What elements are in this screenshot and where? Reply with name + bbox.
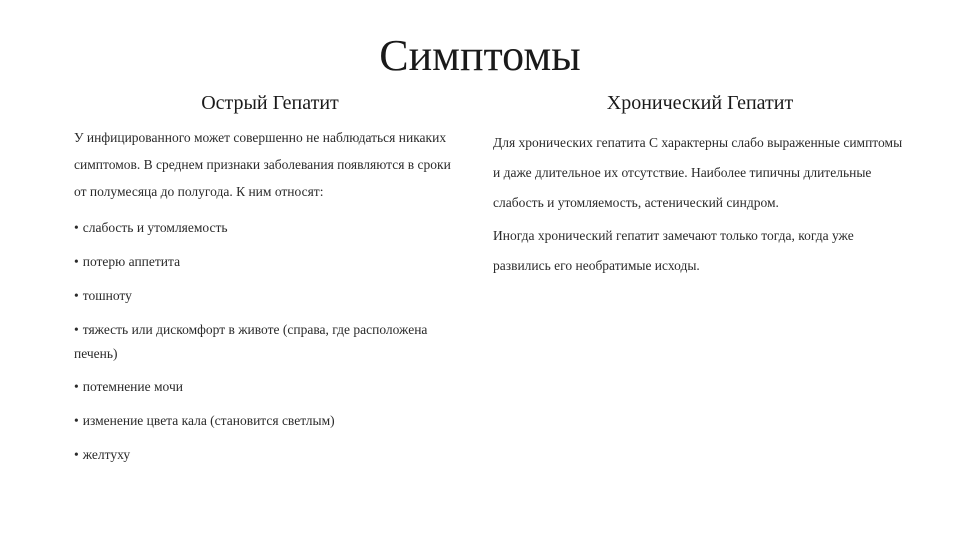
chronic-paragraph-1: Для хронических гепатита С характерны слабо выраженные симптомы и даже длительное их отсутствие. Наиболее типичны длительные слабость и утомляемость, астенический синдром. bbox=[493, 135, 903, 210]
symptom-text: потемнение мочи bbox=[82, 379, 183, 394]
acute-symptom-list bbox=[74, 217, 454, 466]
bullet-icon: • bbox=[74, 254, 79, 269]
symptom-text: тошноту bbox=[82, 288, 132, 303]
symptom-text: желтуху bbox=[82, 447, 131, 462]
bullet-icon: • bbox=[74, 447, 79, 462]
acute-hepatitis-column bbox=[74, 124, 454, 466]
bullet-icon: • bbox=[74, 322, 79, 337]
chronic-hepatitis-column bbox=[493, 128, 903, 281]
acute-hepatitis-heading: Острый Гепатит bbox=[201, 92, 339, 114]
symptom-list-item bbox=[74, 444, 454, 466]
chronic-hepatitis-heading: Хронический Гепатит bbox=[606, 92, 794, 114]
symptom-list-item bbox=[74, 318, 454, 366]
symptom-text: изменение цвета кала (становится светлым) bbox=[82, 413, 335, 428]
bullet-icon: • bbox=[74, 379, 79, 394]
symptom-list-item bbox=[74, 217, 454, 239]
chronic-paragraph-2: Иногда хронический гепатит замечают только тогда, когда уже развились его необратимые исходы. bbox=[493, 228, 854, 273]
acute-intro-text: У инфицированного может совершенно не наблюдаться никаких симптомов. В среднем признаки заболевания появляются в сроки от полумесяца до полугода. К ним относят: bbox=[74, 130, 451, 199]
slide-title: Симптомы bbox=[379, 31, 581, 80]
symptom-list-item bbox=[74, 251, 454, 273]
bullet-icon: • bbox=[74, 288, 79, 303]
symptom-text: потерю аппетита bbox=[82, 254, 181, 269]
symptom-list-item bbox=[74, 285, 454, 307]
symptom-list-item bbox=[74, 376, 454, 398]
bullet-icon: • bbox=[74, 413, 79, 428]
symptom-text: тяжесть или дискомфорт в животе (справа, где расположена печень) bbox=[74, 322, 428, 361]
bullet-icon: • bbox=[74, 220, 79, 235]
symptom-list-item bbox=[74, 410, 454, 432]
symptom-text: слабость и утомляемость bbox=[82, 220, 228, 235]
